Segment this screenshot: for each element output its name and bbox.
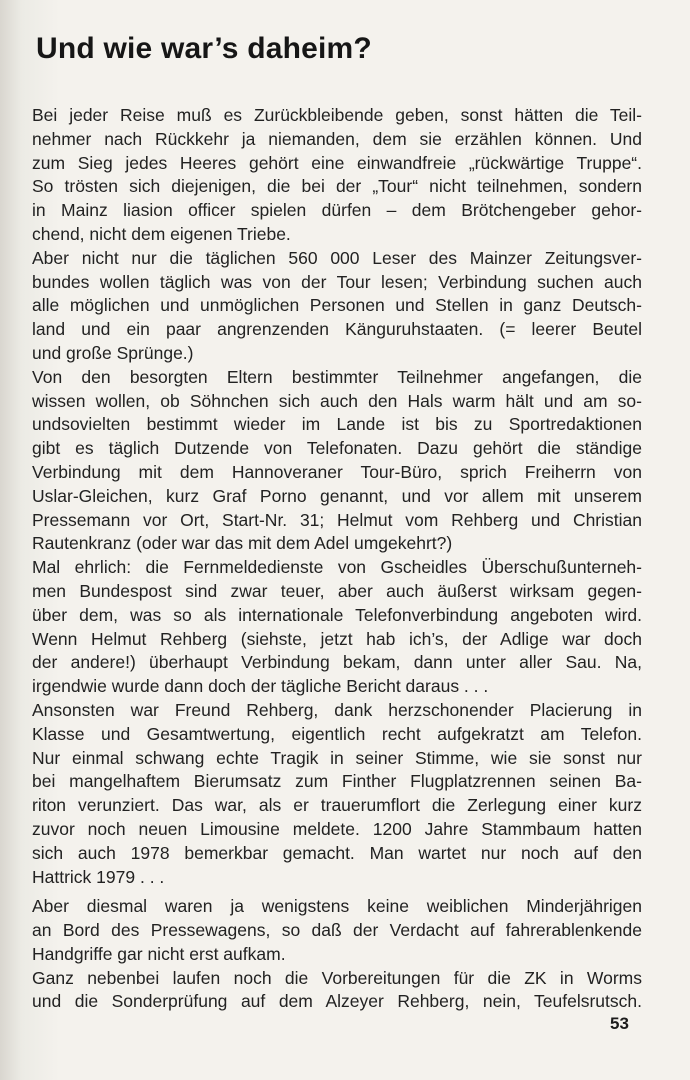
paragraph-4 [32, 556, 642, 699]
text-line: Handgriffe gar nicht erst aufkam. [32, 943, 286, 964]
text-line: Hattrick 1979 . . . [32, 866, 165, 887]
text-line: Wenn Helmut Rehberg (siehste, jetzt hab ich’s, der Adlige war doch [32, 628, 642, 649]
text-line: Uslar-Gleichen, kurz Graf Porno genannt, und vor allem mit unserem [32, 485, 642, 506]
text-line: Aber nicht nur die täglichen 560 000 Leser des Mainzer Zeitungsver- [32, 247, 642, 268]
text-line: wissen wollen, ob Söhnchen sich auch den Hals warm hält und am so- [32, 390, 642, 411]
text-line: Rautenkranz (oder war das mit dem Adel umgekehrt?) [32, 533, 453, 554]
text-line: Mal ehrlich: die Fernmeldedienste von Gscheidles Überschußunterneh- [32, 557, 642, 578]
text-line: und die Sonderprüfung auf dem Alzeyer Rehberg, nein, Teufelsrutsch. [32, 991, 642, 1012]
text-line: bei mangelhaftem Bierumsatz zum Finther Flugplatzrennen seinen Ba- [32, 771, 642, 792]
paragraph-6 [32, 895, 642, 966]
text-line: Nur einmal schwang echte Tragik in seiner Stimme, wie sie sonst nur [32, 747, 642, 768]
text-line: riton verunziert. Das war, als er trauerumflort die Zerlegung einer kurz [32, 795, 642, 816]
text-line: Ganz nebenbei laufen noch die Vorbereitungen für die ZK in Worms [32, 967, 642, 988]
body-text [32, 104, 642, 1014]
text-line: Verbindung mit dem Hannoveraner Tour-Büro, sprich Freiherrn von [32, 461, 642, 482]
text-line: Klasse und Gesamtwertung, eigentlich recht aufgekratzt am Telefon. [32, 723, 642, 744]
text-line: und große Sprünge.) [32, 342, 194, 363]
text-line: in Mainz liasion officer spielen dürfen – dem Brötchengeber gehor- [32, 200, 642, 221]
text-line: zum Sieg jedes Heeres gehört eine einwandfreie „rückwärtige Truppe“. [32, 152, 642, 173]
text-line: bundes wollen täglich was von der Tour lesen; Verbindung suchen auch [32, 271, 642, 292]
text-line: chend, nicht dem eigenen Triebe. [32, 223, 291, 244]
text-line: gibt es täglich Dutzende von Telefonaten. Dazu gehört die ständige [32, 438, 642, 459]
text-line: sich auch 1978 bemerkbar gemacht. Man wartet nur noch auf den [32, 842, 642, 863]
text-line: undsovielten bestimmt wieder im Lande ist bis zu Sportredaktionen [32, 414, 642, 435]
text-line: alle möglichen und unmöglichen Personen und Stellen in ganz Deutsch- [32, 295, 642, 316]
text-line: an Bord des Pressewagens, so daß der Verdacht auf fahrerablenkende [32, 920, 642, 941]
text-line: Von den besorgten Eltern bestimmter Teilnehmer angefangen, die [32, 366, 642, 387]
paragraph-1 [32, 104, 642, 247]
text-line: Aber diesmal waren ja wenigstens keine weiblichen Minderjährigen [32, 896, 642, 917]
text-line: Ansonsten war Freund Rehberg, dank herzschonender Placierung in [32, 699, 642, 720]
text-line: Bei jeder Reise muß es Zurückbleibende geben, sonst hätten die Teil- [32, 105, 642, 125]
text-line: über dem, was so als internationale Telefonverbindung angeboten wird. [32, 604, 642, 625]
text-line: zuvor noch neuen Limousine meldete. 1200 Jahre Stammbaum hatten [32, 818, 642, 839]
paragraph-3 [32, 366, 642, 556]
text-line: Pressemann vor Ort, Start-Nr. 31; Helmut vom Rehberg und Christian [32, 509, 642, 530]
text-line: nehmer nach Rückkehr ja niemanden, dem sie erzählen können. Und [32, 128, 642, 149]
text-line: irgendwie wurde dann doch der tägliche Bericht daraus . . . [32, 676, 489, 697]
page-number: 53 [610, 1014, 629, 1033]
text-line: der andere!) überhaupt Verbindung bekam, dann unter aller Sau. Na, [32, 652, 642, 673]
paragraph-7 [32, 967, 642, 1015]
text-line: So trösten sich diejenigen, die bei der „Tour“ nicht teilnehmen, sondern [32, 176, 642, 197]
text-line: land und ein paar angrenzenden Känguruhstaaten. (= leerer Beutel [32, 319, 642, 340]
page-title: Und wie war’s daheim? [36, 32, 372, 65]
text-line: men Bundespost sind zwar teuer, aber auch äußerst wirksam gegen- [32, 580, 642, 601]
paragraph-5 [32, 699, 642, 889]
paragraph-2 [32, 247, 642, 366]
